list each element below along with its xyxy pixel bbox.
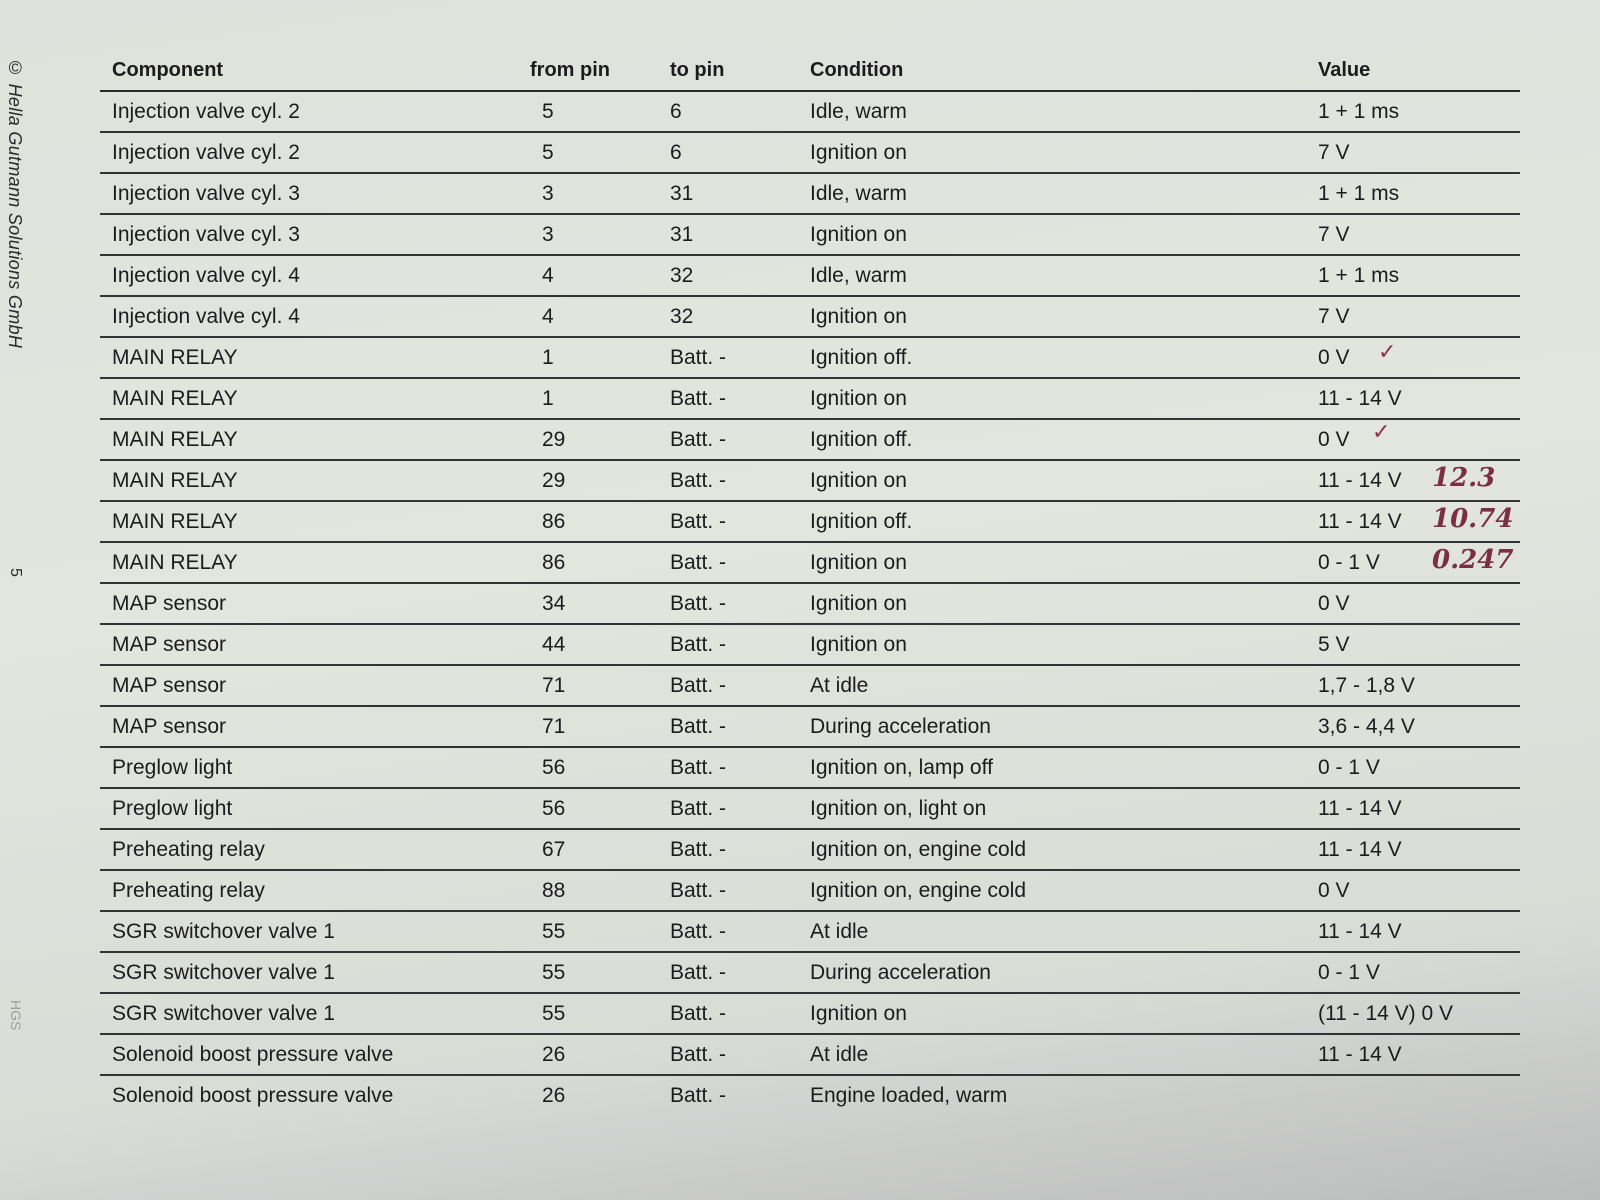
cell-to-pin: Batt. - [670,509,727,533]
cell-condition: During acceleration [810,714,991,738]
cell-condition: Ignition on, light on [810,796,987,820]
cell-from-pin: 55 [542,919,566,943]
cell-from-pin: 44 [542,632,566,656]
cell-condition: Idle, warm [810,263,907,287]
cell-condition: Ignition on, engine cold [810,878,1026,902]
table-row [100,953,1520,994]
cell-condition: Engine loaded, warm [810,1083,1008,1107]
cell-to-pin: Batt. - [670,591,727,615]
header-value: Value [1318,58,1371,81]
cell-to-pin: Batt. - [670,632,727,656]
table-row [100,584,1520,625]
cell-value: 11 - 14 V [1318,919,1402,943]
cell-condition: Ignition on [810,304,907,328]
cell-component: Injection valve cyl. 3 [112,181,300,205]
table-row [100,789,1520,830]
cell-to-pin: 6 [670,99,682,123]
cell-from-pin: 3 [542,222,554,246]
cell-from-pin: 29 [542,468,566,492]
table-row [100,748,1520,789]
cell-to-pin: Batt. - [670,345,727,369]
cell-value: 7 V [1318,304,1350,328]
table-body [100,92,1520,1115]
table-row [100,379,1520,420]
cell-component: SGR switchover valve 1 [112,1001,335,1025]
cell-to-pin: 31 [670,222,694,246]
cell-from-pin: 71 [542,714,566,738]
cell-component: Solenoid boost pressure valve [112,1083,394,1107]
handwritten-note: 0.247 [1432,545,1514,575]
cell-component: Injection valve cyl. 2 [112,99,300,123]
table-header [100,50,1520,92]
cell-value: 3,6 - 4,4 V [1318,714,1415,738]
table-row [100,666,1520,707]
cell-to-pin: Batt. - [670,960,727,984]
cell-from-pin: 26 [542,1083,566,1107]
header-component: Component [112,58,224,81]
cell-component: MAIN RELAY [112,550,238,574]
cell-condition: Ignition on [810,140,907,164]
cell-from-pin: 4 [542,304,554,328]
header-to-pin: to pin [670,58,725,81]
cell-condition: Ignition on [810,1001,907,1025]
cell-condition: Idle, warm [810,99,907,123]
cell-to-pin: 32 [670,304,694,328]
cell-value: 0 - 1 V [1318,755,1380,779]
cell-value: 7 V [1318,222,1350,246]
cell-to-pin: Batt. - [670,1042,727,1066]
cell-from-pin: 88 [542,878,566,902]
cell-component: MAP sensor [112,714,226,738]
cell-from-pin: 55 [542,1001,566,1025]
cell-condition: Ignition on, engine cold [810,837,1026,861]
cell-condition: Ignition on [810,468,907,492]
cell-to-pin: Batt. - [670,427,727,451]
cell-to-pin: Batt. - [670,878,727,902]
cell-value: 11 - 14 V [1318,1042,1402,1066]
cell-to-pin: Batt. - [670,468,727,492]
cell-condition: Ignition on [810,591,907,615]
cell-component: Injection valve cyl. 4 [112,263,300,287]
pin-measurement-table [100,50,1520,1115]
cell-condition: Ignition off. [810,427,913,451]
cell-component: Solenoid boost pressure valve [112,1042,394,1066]
cell-to-pin: 6 [670,140,682,164]
table-row [100,338,1520,379]
cell-value: 0 - 1 V [1318,960,1380,984]
check-mark-icon: ✓ [1378,340,1397,365]
cell-condition: At idle [810,919,869,943]
table-row [100,297,1520,338]
cell-component: Injection valve cyl. 2 [112,140,300,164]
cell-to-pin: 31 [670,181,694,205]
cell-value: 1 + 1 ms [1318,181,1400,205]
cell-from-pin: 86 [542,550,566,574]
cell-value: 7 V [1318,140,1350,164]
cell-value: 11 - 14 V [1318,837,1402,861]
cell-from-pin: 71 [542,673,566,697]
cell-condition: At idle [810,1042,869,1066]
cell-value: 1 + 1 ms [1318,99,1400,123]
cell-to-pin: Batt. - [670,755,727,779]
cell-value: 0 V [1318,591,1350,615]
cell-from-pin: 29 [542,427,566,451]
handwritten-note: 12.3 [1432,463,1496,493]
cell-value: 0 V [1318,345,1350,369]
cell-value: 5 V [1318,632,1350,656]
cell-to-pin: Batt. - [670,673,727,697]
cell-from-pin: 1 [542,345,554,369]
header-from-pin: from pin [530,58,610,81]
cell-from-pin: 34 [542,591,566,615]
cell-to-pin: Batt. - [670,386,727,410]
table-row [100,1076,1520,1115]
cell-component: SGR switchover valve 1 [112,960,335,984]
cell-value: 11 - 14 V [1318,468,1402,492]
cell-from-pin: 55 [542,960,566,984]
table-row [100,420,1520,461]
cell-condition: Idle, warm [810,181,907,205]
cell-from-pin: 1 [542,386,554,410]
cell-from-pin: 86 [542,509,566,533]
cell-from-pin: 3 [542,181,554,205]
cell-to-pin: Batt. - [670,550,727,574]
header-condition: Condition [810,58,904,81]
table-row [100,256,1520,297]
cell-condition: Ignition on [810,550,907,574]
cell-value: 1,7 - 1,8 V [1318,673,1415,697]
cell-from-pin: 4 [542,263,554,287]
cell-value: 0 V [1318,878,1350,902]
cell-component: MAP sensor [112,632,226,656]
cell-to-pin: Batt. - [670,796,727,820]
cell-condition: Ignition on [810,632,907,656]
page-number: 5 [7,568,24,577]
table-row [100,543,1520,584]
table-row [100,707,1520,748]
cell-value: 1 + 1 ms [1318,263,1400,287]
cell-component: Injection valve cyl. 3 [112,222,300,246]
table-row [100,994,1520,1035]
cell-from-pin: 56 [542,755,566,779]
cell-from-pin: 26 [542,1042,566,1066]
cell-component: Preglow light [112,796,233,820]
cell-condition: Ignition off. [810,345,913,369]
cell-condition: At idle [810,673,869,697]
table-row [100,92,1520,133]
cell-component: MAIN RELAY [112,509,238,533]
cell-condition: Ignition on [810,222,907,246]
cell-condition: Ignition on, lamp off [810,755,993,779]
cell-component: MAIN RELAY [112,427,238,451]
cell-to-pin: Batt. - [670,1083,727,1107]
check-mark-icon: ✓ [1372,420,1391,445]
table-row [100,215,1520,256]
cell-component: MAIN RELAY [112,468,238,492]
cell-from-pin: 5 [542,140,554,164]
cell-to-pin: Batt. - [670,1001,727,1025]
cell-value: 0 V [1318,427,1350,451]
cell-value: 11 - 14 V [1318,386,1402,410]
cell-to-pin: Batt. - [670,837,727,861]
table-row [100,174,1520,215]
handwritten-note: 10.74 [1432,504,1514,534]
cell-from-pin: 67 [542,837,566,861]
cell-from-pin: 56 [542,796,566,820]
cell-component: MAP sensor [112,673,226,697]
table-row [100,502,1520,543]
cell-component: MAIN RELAY [112,345,238,369]
cell-condition: Ignition on [810,386,907,410]
table-row [100,1035,1520,1076]
cell-condition: During acceleration [810,960,991,984]
table-row [100,912,1520,953]
table-row [100,461,1520,502]
cell-value: (11 - 14 V) 0 V [1318,1001,1454,1025]
cell-from-pin: 5 [542,99,554,123]
cell-component: Preglow light [112,755,233,779]
table-row [100,871,1520,912]
cell-component: Preheating relay [112,837,265,861]
document-code: HGS [8,1000,24,1031]
cell-value: 11 - 14 V [1318,509,1402,533]
cell-value: 11 - 14 V [1318,796,1402,820]
table-row [100,133,1520,174]
table-row [100,625,1520,666]
cell-component: SGR switchover valve 1 [112,919,335,943]
cell-condition: Ignition off. [810,509,913,533]
cell-to-pin: Batt. - [670,919,727,943]
cell-component: Injection valve cyl. 4 [112,304,300,328]
copyright-notice: © Hella Gutmann Solutions GmbH [5,58,25,349]
cell-component: MAP sensor [112,591,226,615]
cell-component: Preheating relay [112,878,265,902]
cell-component: MAIN RELAY [112,386,238,410]
cell-to-pin: Batt. - [670,714,727,738]
table-row [100,830,1520,871]
cell-value: 0 - 1 V [1318,550,1380,574]
cell-to-pin: 32 [670,263,694,287]
